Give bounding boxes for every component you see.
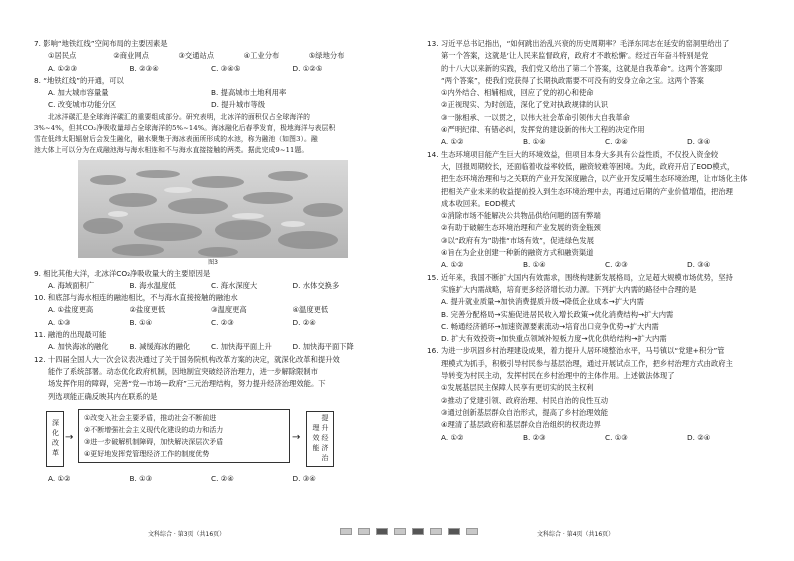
q13-item: ④严明纪律、有错必纠，发挥党的建设新的伟大工程的决定作用	[441, 125, 645, 135]
figure-3	[78, 160, 348, 268]
q10-item: ③温度更高	[211, 305, 247, 315]
figure-caption: 图3	[208, 258, 218, 266]
q14-item: ①消除市场不能解决公共物品供给问题的固有弊端	[441, 211, 601, 221]
q14-option-d: D. ③④	[687, 260, 711, 270]
q10-option-a: A. ①③	[48, 317, 71, 327]
q14-option-c: C. ②③	[605, 260, 628, 270]
arrow-right-icon: →	[292, 431, 301, 443]
q7-item: ①居民点	[48, 51, 77, 61]
q13-item: ③一脉相承、一以贯之，以伟大社会革命引领伟大自我革命	[441, 112, 630, 122]
q8-stem: 8. “地铁红线”的开通，可以	[34, 75, 124, 85]
page-footer: 文科综合 · 第3页（共16页）	[148, 531, 226, 538]
q7-option-c: C. ③④⑤	[211, 63, 241, 73]
q14-item: ③以“政府有为”助推“市场有效”，促进绿色发展	[441, 235, 595, 245]
q7-item: ④工业分布	[243, 51, 280, 61]
q9-option-d: D. 水体交换多	[292, 280, 340, 290]
passage	[34, 112, 374, 157]
q9-options	[34, 280, 374, 292]
q7-stem: 7. 影响“地铁红线”空间布局的主要因素是	[34, 39, 168, 48]
q9-option-c: C. 海水深度大	[211, 280, 258, 290]
q14-stem-line: 把生态环境治理和与之关联的产业开发深度融合，以产业开发反哺生态环境治理，让市场化主体	[441, 174, 748, 184]
q7-item: ②商业网点	[113, 51, 149, 61]
q13-stem-line: 13. 习近平总书记指出，“如何跳出治乱兴衰的历史周期率？毛泽东同志在延安的窑洞里给出了	[427, 39, 730, 48]
progress-mark	[340, 528, 352, 535]
q15-option-b: B. 完善分配格局→实施促进居民收入增长政策→优化消费结构→扩大内需	[441, 309, 674, 319]
q16-stem-line: 导转变为村民主动，发挥村民在乡村治理中的主体作用。上述做法体现了	[441, 371, 675, 381]
q13-stem-line: 第一个答案，这就是‘让人民来监督政府，政府才不敢松懈’。经过百年奋斗特别是党	[441, 51, 709, 61]
q14-stem	[427, 149, 769, 210]
arrow-right-icon: →	[65, 431, 74, 443]
q10-items	[34, 304, 374, 316]
q9-stem: 9. 相比其他大洋，北冰洋CO₂净吸收量大的主要原因是	[34, 268, 211, 278]
q12-stem-line: 能作了系统部署。动态优化政府机制，因地制宜突破经济治理力，进一步解除限制市	[48, 366, 318, 376]
q12-option-d: D. ③④	[292, 473, 316, 483]
q10-item: ②盐度更低	[129, 305, 166, 315]
progress-mark	[358, 528, 370, 535]
q14-stem-line: 成本收回来。EOD模式	[441, 198, 516, 208]
q12-stem-line: 12. 十四届全国人大一次会议表决通过了关于国务院机构改革方案的决定，就深化改革和提升效	[34, 354, 340, 364]
passage-line: 北冰洋碳汇是全球海洋碳汇的重要组成部分。研究表明，北冰洋的面积仅占全球海洋的	[48, 112, 311, 121]
q10-item: A. ①盐度更高	[48, 305, 94, 315]
passage-line: 池大体上可以分为在成融池海与海水相连和不与海水直接接触的两类。据此完成9~11题。	[34, 146, 309, 155]
q16-item: ④理清了基层政府和基层群众自治组织的权责边界	[441, 420, 601, 430]
diagram-item: ①改变入社会主要矛盾，推动社会不断前进	[84, 413, 217, 422]
q12-stem	[34, 354, 374, 403]
q11-options	[34, 341, 374, 353]
q8-option-a: A. 加大城市容量量	[48, 88, 109, 98]
q15-stem	[427, 272, 769, 297]
q9-option-a: A. 海域面积广	[48, 280, 94, 290]
right-column	[427, 38, 769, 444]
q11-option-b: B. 减缓海冰的融化	[129, 342, 191, 352]
diagram-left-box: 深化改革	[46, 411, 64, 467]
progress-mark	[376, 528, 388, 535]
diagram-item: ④更好地发挥党管理经济工作的制度优势	[84, 449, 210, 458]
passage-line: 3%~4%，但其CO₂净吸收量却占全球海洋的5%~14%。海冰融化后春季发育，极地海洋与表层积	[34, 123, 336, 132]
q13-option-c: C. ②④	[605, 137, 628, 147]
q15-option-a: A. 提升就业质量→加快消费提质升级→降低企业成本→扩大内需	[441, 297, 644, 307]
q14-options	[427, 259, 769, 271]
diagram-right-box: 提升经济治理效能	[306, 411, 334, 467]
q12-option-c: C. ②④	[211, 473, 234, 483]
q16-option-a: A. ①②	[441, 432, 464, 442]
q16-item: ③通过创新基层群众自治形式，提高了乡村治理效能	[441, 407, 609, 417]
right-page	[397, 0, 794, 561]
q10-options	[34, 317, 374, 329]
page-footer: 文科综合 · 第4页（共16页）	[537, 531, 615, 538]
q16-item: ②推动了党建引领、政府治理、村民自治的良性互动	[441, 395, 609, 405]
q16-stem	[427, 345, 769, 382]
q13-option-a: A. ①②	[441, 137, 464, 147]
q15-stem-line: 实施扩大内需战略，培育更多经济增长动力源。下列扩大内需的路径中合理的是	[441, 284, 697, 294]
q14-stem-line: 14. 生态环境项目能产生巨大的环境效益，但项目本身大多具有公益性质，不仅投入资金较	[427, 149, 719, 159]
q15-stem-line: 15. 近年来，我国不断扩大国内有效需求，围绕构建新发展格局，立足超大规模市场优势，坚持	[427, 272, 733, 282]
q12-diagram	[34, 407, 374, 471]
q10-option-d: D. ②④	[292, 317, 316, 327]
q11-option-c: C. 加快海平面上升	[211, 342, 272, 352]
q11-stem: 11. 融池的出现最可能	[34, 330, 107, 340]
q14-item: ④旨在为企业创建一种新的融资方式和融资渠道	[441, 248, 594, 258]
q9-option-b: B. 海水温度低	[129, 280, 176, 290]
q7-items	[34, 50, 374, 62]
q12-stem-line: 场发挥作用的障碍，完善“党—市场—政府”三元治理结构，努力提升经济治理效能。下	[48, 379, 326, 389]
q8-option-c: C. 改变城市功能分区	[48, 100, 117, 110]
diagram-middle-box	[78, 409, 290, 463]
q13-stem-line: “两个答案”，使我们党获得了长期执政需要不可没有的安身立命之宝。这两个答案	[441, 75, 704, 85]
q12-options	[34, 473, 374, 485]
q13-item: ②正视现实、为时创造，深化了党对执政规律的认识	[441, 100, 609, 110]
left-column	[34, 38, 374, 485]
q15-option-d: D. 扩大有效投资→加快重点领域补短板力度→优化供给结构→扩大内需	[441, 334, 667, 344]
q11-option-a: A. 加快海冰的融化	[48, 342, 109, 352]
q8-option-d: D. 提升城市等级	[211, 100, 266, 110]
q16-option-c: C. ①③	[605, 432, 628, 442]
q16-stem-line: 16. 为进一步巩固乡村治理建设成果，着力提升人居环境整治水平，马号镇以“党建+积分”管	[427, 346, 725, 356]
q13-option-d: D. ③④	[687, 137, 711, 147]
q13-option-b: B. ①④	[523, 137, 546, 147]
q14-item: ②有助于破解生态环境治理和产业发展的资金瓶颈	[441, 223, 601, 233]
q14-stem-line: 把相关产业未来的收益提前投入到生态环境治理中去，再通过后期的产业价值增值，把治理	[441, 186, 733, 196]
q12-stem-line: 列选项能正确反映其内在联系的是	[48, 391, 158, 401]
q10-option-c: C. ②③	[211, 317, 234, 327]
q8-options	[34, 87, 374, 112]
q10-item: ④温度更低	[292, 305, 329, 315]
q13-stem	[427, 38, 769, 87]
q16-options	[427, 432, 769, 444]
q13-options	[427, 136, 769, 148]
q11-option-d: D. 加快海平面下降	[292, 342, 354, 352]
q16-item: ①发展基层民主保障人民享有更切实的民主权利	[441, 383, 594, 393]
q7-item: ③交通站点	[178, 51, 215, 61]
melt-pond-photo	[78, 160, 348, 258]
q13-stem-line: 的十八大以来新的实践，我们党又给出了第二个答案，这就是自我革命”。这两个答案即	[441, 63, 723, 73]
q16-option-d: D. ②④	[687, 432, 711, 442]
q12-option-a: A. ①②	[48, 473, 71, 483]
q7-item: ⑤绿地分布	[308, 51, 345, 61]
passage-line: 雪在低纬太阳辐射后会发生融化，融水聚集于海冰表面所形成的水池，称为融池（如图3）。融	[34, 135, 318, 144]
q16-stem-line: 理模式为抓手，积极引导村民参与基层治理，通过开展试点工作，把乡村治理方式由政府主	[441, 358, 733, 368]
q14-stem-line: 大，回报周期较长，还面临着收益率较低，融资较难等困境。为此，政府开启了EOD模式，	[441, 161, 735, 171]
q10-stem: 10. 和底部与海水相连的融池相比，不与海水直接接触的融池水	[34, 293, 238, 303]
q16-option-b: B. ②③	[523, 432, 546, 442]
q8-option-b: B. 提高城市土地利用率	[211, 88, 287, 98]
q7-options	[34, 63, 374, 75]
q13-item: ①内外结合、相辅相成，回应了党的初心和使命	[441, 88, 594, 98]
q10-option-b: B. ①④	[129, 317, 153, 327]
q7-option-b: B. ②③④	[129, 63, 159, 73]
q14-option-b: B. ①④	[523, 260, 546, 270]
diagram-item: ②不断增强社会主义现代化建设的动力和活力	[84, 425, 224, 434]
q7-option-d: D. ①②⑤	[292, 63, 323, 73]
q15-option-c: C. 畅通经济循环→加速资源要素流动→培育出口竞争优势→扩大内需	[441, 321, 659, 331]
q12-option-b: B. ①③	[129, 473, 153, 483]
q7-option-a: A. ①②③	[48, 63, 78, 73]
q14-option-a: A. ①②	[441, 260, 464, 270]
diagram-item: ③进一步破解机制障碍，加快解决深层次矛盾	[84, 437, 224, 446]
